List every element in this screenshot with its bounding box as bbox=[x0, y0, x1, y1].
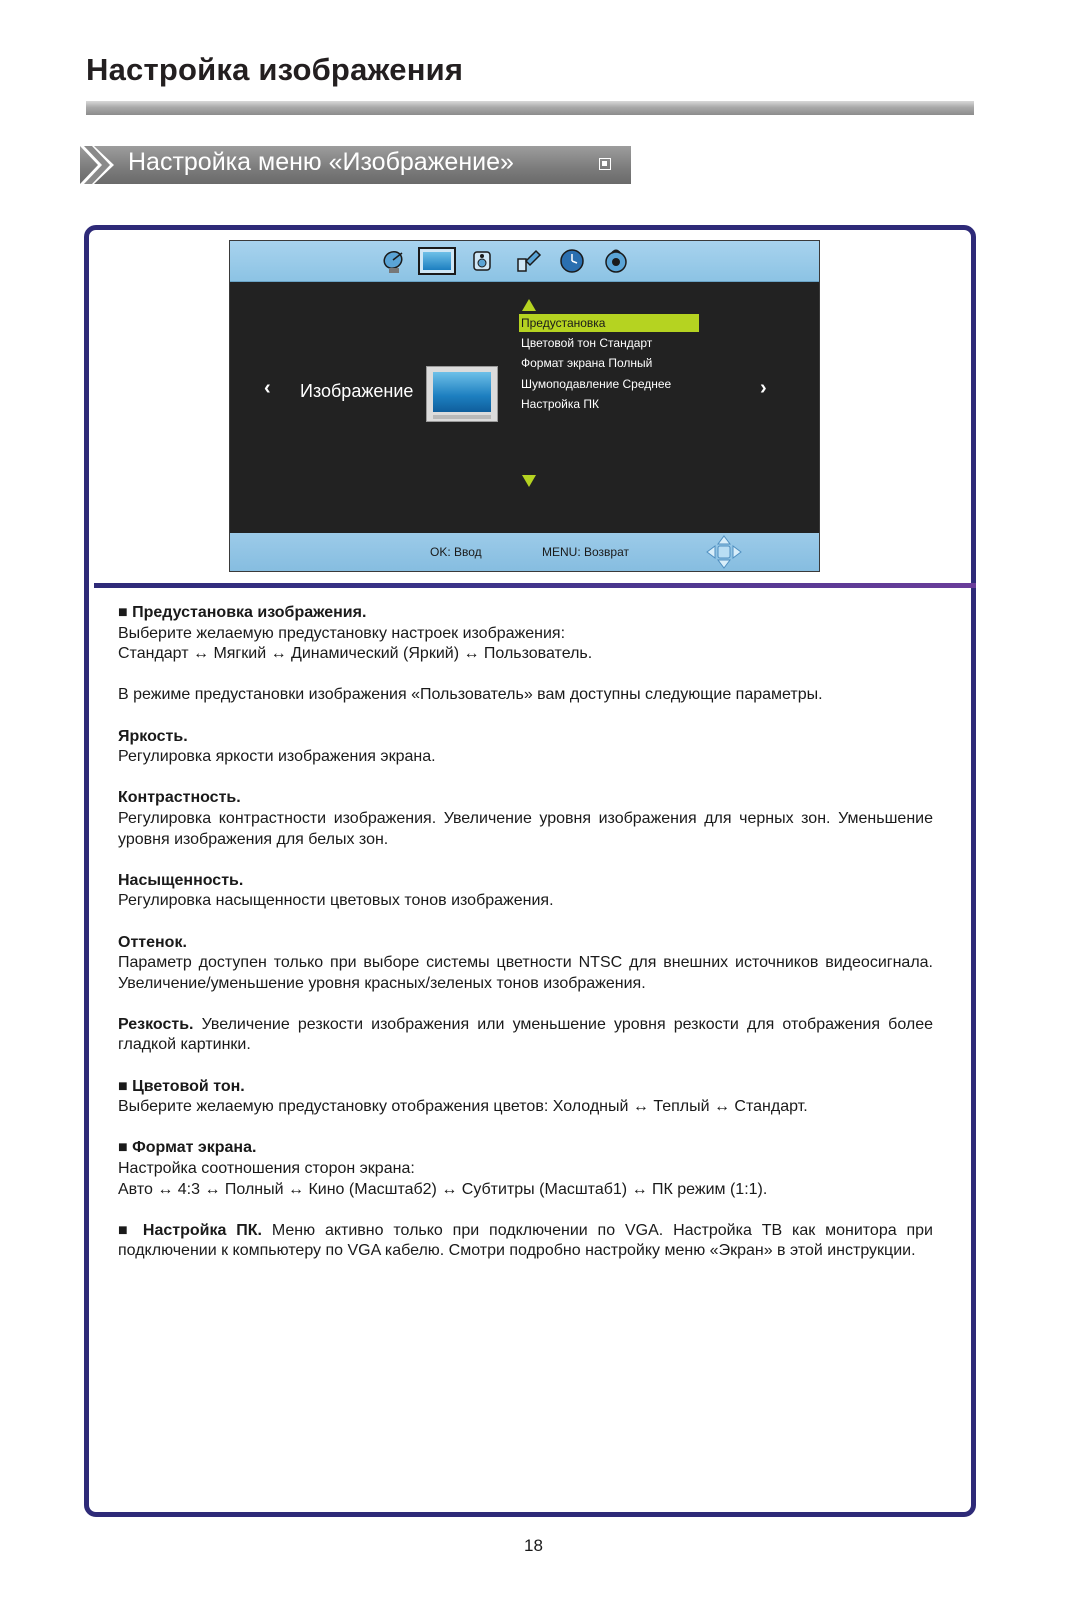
scroll-down-icon[interactable] bbox=[522, 475, 536, 487]
title-rule bbox=[86, 101, 974, 115]
tools-icon[interactable] bbox=[514, 247, 542, 275]
navigation-arrows-icon bbox=[706, 535, 742, 569]
contrast-heading: Контрастность. bbox=[118, 789, 241, 807]
section-banner bbox=[80, 146, 631, 184]
osd-menu-item-color-tone[interactable]: Цветовой тон Стандарт bbox=[521, 336, 653, 350]
speaker-icon[interactable] bbox=[468, 247, 496, 275]
pc-heading: ■ Настройка ПК. bbox=[118, 1221, 262, 1239]
section-title: Настройка меню «Изображение» bbox=[128, 148, 514, 176]
preset-heading: ■ Предустановка изображения. bbox=[118, 604, 367, 621]
picture-icon[interactable] bbox=[418, 247, 456, 275]
page-number: 18 bbox=[524, 1536, 543, 1555]
tint-heading: Оттенок. bbox=[118, 933, 187, 951]
contrast-section bbox=[118, 788, 933, 850]
description-text bbox=[118, 603, 933, 1283]
hint-menu: MENU: Возврат bbox=[542, 545, 629, 559]
color-tone-text: Выберите желаемую предустановку отображения цветов: Холодный ↔ Теплый ↔ Стандарт. bbox=[118, 1098, 808, 1116]
aspect-line-2: Авто ↔ 4:3 ↔ Полный ↔ Кино (Масштаб2) ↔ Субтитры (Масштаб1) ↔ ПК режим (1:1). bbox=[118, 1180, 768, 1198]
saturation-heading: Насыщенность. bbox=[118, 871, 244, 889]
pc-text: Меню активно только при подключении по VGA. Настройка ТВ как монитора при подключении к компьютеру по VGA кабелю. Смотри подробно настройку меню «Экран» в этой инструкции. bbox=[118, 1221, 933, 1260]
contrast-text: Регулировка контрастности изображения. Увеличение уровня изображения для черных зон. Уменьшение уровня изображения для белых зон. bbox=[118, 809, 933, 848]
tint-section bbox=[118, 933, 933, 995]
lock-icon[interactable] bbox=[602, 247, 630, 275]
osd-right-arrow[interactable]: › bbox=[760, 377, 767, 399]
osd-menu-item-aspect[interactable]: Формат экрана Полный bbox=[521, 356, 653, 370]
osd-category-label: Изображение bbox=[300, 381, 414, 401]
brightness-heading: Яркость. bbox=[118, 727, 188, 745]
brightness-text: Регулировка яркости изображения экрана. bbox=[118, 748, 436, 766]
aspect-heading: ■ Формат экрана. bbox=[118, 1139, 257, 1157]
preset-line-1: Выберите желаемую предустановку настроек изображения: bbox=[118, 624, 566, 642]
user-mode-note: В режиме предустановки изображения «Пользователь» вам доступны следующие параметры. bbox=[118, 686, 823, 704]
brightness-section bbox=[118, 727, 933, 768]
sharpness-section bbox=[118, 1015, 933, 1056]
osd-left-arrow[interactable]: ‹ bbox=[264, 377, 271, 399]
osd-menu-item-noise-reduction[interactable]: Шумоподавление Среднее bbox=[521, 377, 672, 391]
osd-tab-bar bbox=[230, 241, 819, 282]
page-title: Настройка изображения bbox=[86, 52, 464, 87]
clock-icon[interactable] bbox=[558, 247, 586, 275]
aspect-line-1: Настройка соотношения сторон экрана: bbox=[118, 1160, 415, 1178]
content-frame bbox=[84, 225, 976, 1517]
tv-thumbnail-icon bbox=[426, 366, 498, 422]
scroll-up-icon[interactable] bbox=[522, 299, 536, 311]
preset-line-2: Стандарт ↔ Мягкий ↔ Динамический (Яркий) ↔ Пользователь. bbox=[118, 645, 593, 663]
preset-section bbox=[118, 603, 933, 665]
saturation-text: Регулировка насыщенности цветовых тонов изображения. bbox=[118, 892, 554, 910]
sharpness-heading: Резкость. bbox=[118, 1015, 194, 1033]
sharpness-text: Увеличение резкости изображения или уменьшение уровня резкости для отображения более гладкой картинки. bbox=[118, 1015, 933, 1054]
hint-ok: OK: Ввод bbox=[430, 545, 482, 559]
aspect-section bbox=[118, 1138, 933, 1200]
pc-section bbox=[118, 1221, 933, 1262]
satellite-dish-icon[interactable] bbox=[380, 247, 408, 275]
tint-text: Параметр доступен только при выборе системы цветности NTSC для внешних источников видеосигнала. Увеличение/уменьшение уровня красных/зеленых тонов изображения. bbox=[118, 954, 933, 992]
osd-menu-item-pc-setup[interactable]: Настройка ПК bbox=[521, 397, 600, 411]
saturation-section bbox=[118, 871, 933, 912]
tv-osd-screenshot bbox=[229, 240, 820, 572]
osd-hint-bar bbox=[230, 533, 819, 571]
square-bullet-icon bbox=[599, 158, 611, 170]
frame-divider bbox=[94, 583, 976, 588]
osd-menu-item-preset[interactable]: Предустановка bbox=[519, 314, 699, 332]
chevron-right-icon bbox=[80, 146, 120, 184]
color-tone-heading: ■ Цветовой тон. bbox=[118, 1077, 245, 1095]
color-tone-section bbox=[118, 1077, 933, 1118]
